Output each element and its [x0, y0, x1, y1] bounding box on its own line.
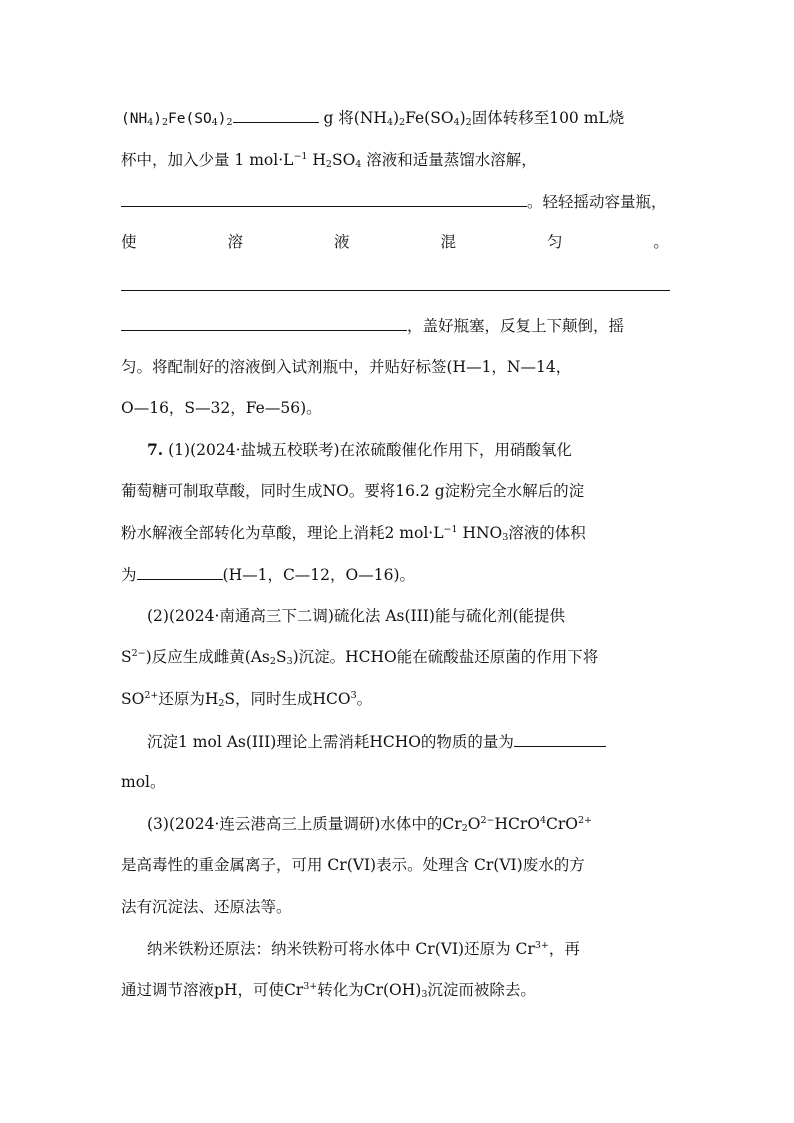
superscript: 3: [350, 690, 357, 701]
text: g 将(NH: [323, 109, 387, 127]
text-line-7: [121, 357, 673, 377]
text: (H—1，C—12，O—16)。: [222, 566, 416, 584]
formula-text: ): [217, 111, 227, 127]
text: 。: [653, 233, 669, 251]
text: 固体转移至100 mL烧: [471, 109, 625, 127]
subscript: 3: [286, 656, 293, 667]
question-7-line-1: [147, 440, 675, 460]
text: O: [467, 815, 481, 833]
text: HNO: [457, 524, 503, 542]
superscript: −1: [293, 151, 308, 162]
text: O—16，S—32，Fe—56)。: [121, 399, 322, 417]
text: 法有沉淀法、还原法等。: [121, 898, 292, 916]
text: 是高毒性的重金属离子，可用 Cr(VI)表示。处理含 Cr(VI)废水的方: [121, 856, 585, 874]
subscript: 4: [211, 117, 218, 128]
text: 混: [440, 233, 456, 251]
subscript: 2: [399, 117, 406, 128]
question-7-2-line-2: [121, 647, 673, 667]
question-7-3-line-5: [121, 980, 673, 1000]
answer-blank[interactable]: [121, 290, 670, 291]
subscript: 2: [226, 117, 233, 128]
text: )反应生成雌黄(As: [145, 648, 270, 666]
superscript: 3+: [303, 981, 318, 992]
subscript: 3: [502, 532, 509, 543]
text: (2)(2024·南通高三下二调)硫化法 As(III)能与硫化剂(能提供: [147, 607, 566, 625]
text: )沉淀。HCHO能在硫酸盐还原菌的作用下将: [292, 648, 599, 666]
text: 沉淀1 mol As(III)理论上需消耗HCHO的物质的量为: [147, 733, 514, 751]
superscript: 2+: [144, 690, 159, 701]
text: S: [121, 648, 132, 666]
text: HCrO: [494, 815, 540, 833]
text: 液: [333, 233, 350, 251]
subscript: 3: [421, 989, 428, 1000]
question-7-2-line-5: [121, 772, 673, 792]
text-line-6: [121, 315, 673, 336]
text: 为: [121, 566, 137, 584]
question-7-3-line-2: [121, 855, 673, 875]
text: ): [392, 109, 400, 127]
text: CrO: [546, 815, 579, 833]
subscript: 2: [161, 117, 169, 128]
answer-blank[interactable]: [121, 315, 407, 331]
text: ，盖好瓶塞，反复上下颠倒，摇: [407, 317, 625, 335]
question-7-line-4: [121, 564, 673, 585]
text: 。: [356, 690, 373, 708]
text: 。轻轻摇动容量瓶，: [527, 193, 667, 211]
subscript: 2: [465, 117, 472, 128]
answer-blank[interactable]: [514, 731, 606, 747]
answer-blank[interactable]: [137, 564, 223, 580]
superscript: 2+: [578, 815, 593, 826]
formula-text: Fe(SO: [168, 111, 212, 127]
text: 葡萄糖可制取草酸，同时生成NO。要将16.2 g淀粉完全水解后的淀: [121, 482, 585, 500]
text: 转化为Cr(OH): [317, 981, 422, 999]
text-line-8: [121, 398, 673, 418]
text: mol。: [121, 773, 166, 791]
subscript: 4: [386, 117, 393, 128]
superscript: 2−: [480, 815, 495, 826]
text: 杯中，加入少量 1 mol·L: [121, 151, 294, 169]
text-line-4: [121, 232, 669, 252]
text: 还原为H: [158, 690, 219, 708]
text: 纳米铁粉还原法：纳米铁粉可将水体中 Cr(VI)还原为 Cr: [147, 940, 535, 958]
question-7-line-3: [121, 523, 673, 543]
subscript: 2: [461, 823, 468, 834]
superscript: 2−: [131, 648, 146, 659]
superscript: −1: [443, 524, 458, 535]
text: 溶液的体积: [508, 524, 586, 542]
text: 溶液和适量蒸馏水溶解，: [361, 151, 537, 169]
formula-text: (NH: [121, 111, 148, 127]
question-number: 7.: [147, 440, 164, 459]
subscript: 2: [269, 656, 276, 667]
subscript: 4: [355, 159, 362, 170]
text: S: [275, 648, 287, 666]
text: 粉水解液全部转化为草酸，理论上消耗2 mol·L: [121, 524, 444, 542]
text: (3)(2024·连云港高三上质量调研)水体中的Cr: [147, 815, 462, 833]
text: H: [307, 151, 326, 169]
text-line-2: [121, 150, 673, 170]
text: 溶: [227, 233, 243, 251]
text: 匀: [546, 233, 563, 251]
subscript: 2: [218, 698, 225, 709]
subscript: 2: [325, 159, 332, 170]
formula-text: ): [153, 111, 162, 127]
text: 匀。将配制好的溶液倒入试剂瓶中，并贴好标签(H—1，N—14，: [121, 358, 572, 376]
answer-blank[interactable]: [121, 191, 527, 207]
question-7-2-line-1: [147, 606, 675, 626]
subscript: 4: [453, 117, 460, 128]
text-line-3: [121, 191, 673, 212]
superscript: 3+: [534, 940, 549, 951]
text: SO: [331, 151, 356, 169]
text: 沉淀而被除去。: [427, 981, 536, 999]
superscript: 4: [539, 815, 547, 826]
answer-blank[interactable]: [233, 107, 319, 123]
subscript: 4: [147, 117, 154, 128]
text: Fe(SO: [405, 109, 454, 127]
question-7-3-line-3: [121, 897, 673, 917]
text: S，同时生成HCO: [224, 690, 351, 708]
text: SO: [121, 690, 145, 708]
question-7-3-line-4: [147, 939, 675, 959]
question-7-line-2: [121, 481, 673, 501]
text: ，再: [548, 940, 580, 958]
question-7-2-line-3: [121, 689, 673, 709]
text: 使: [121, 233, 137, 251]
text: (1)(2024·盐城五校联考)在浓硫酸催化作用下，用硝酸氧化: [168, 441, 573, 459]
question-7-3-line-1: [147, 814, 675, 834]
text: 通过调节溶液pH，可使Cr: [121, 981, 304, 999]
text-line-1: [121, 107, 673, 129]
question-7-2-line-4: [147, 731, 675, 752]
text: ): [459, 109, 466, 127]
